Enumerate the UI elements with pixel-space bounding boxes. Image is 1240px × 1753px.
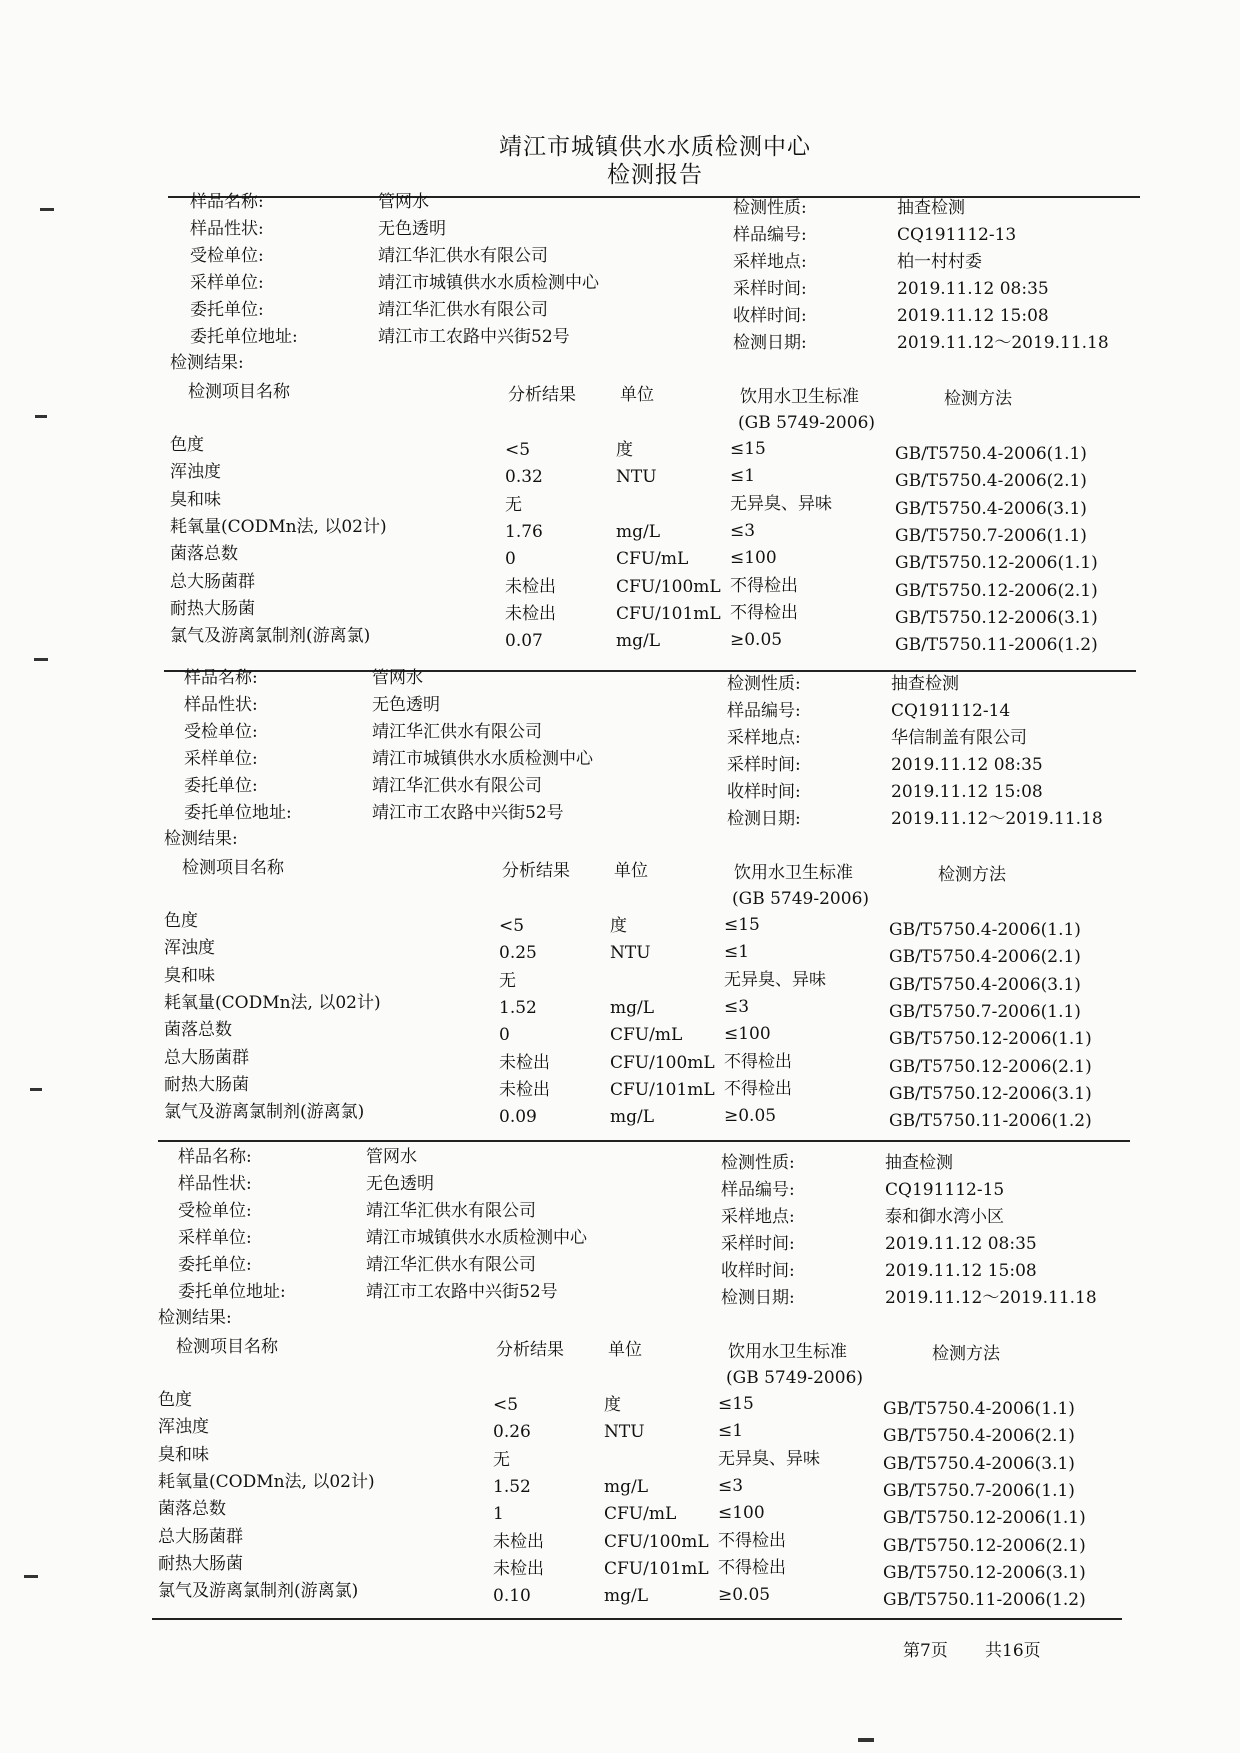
item-result: 0.07 bbox=[505, 631, 543, 652]
value-inspected-unit: 靖江华汇供水有限公司 bbox=[378, 246, 548, 266]
results-col-standard-header: 饮用水卫生标准 bbox=[734, 863, 853, 883]
item-method: GB/T5750.4-2006(1.1) bbox=[889, 920, 1081, 940]
value-sampling-unit: 靖江市城镇供水水质检测中心 bbox=[372, 749, 593, 769]
label-sample-traits: 样品性状: bbox=[184, 695, 258, 715]
label-client-address: 委托单位地址: bbox=[190, 327, 298, 347]
value-sampling-time: 2019.11.12 08:35 bbox=[897, 279, 1049, 299]
results-col-result-header: 分析结果 bbox=[496, 1340, 564, 1360]
item-limit: ≤1 bbox=[730, 466, 756, 487]
item-limit: ≥0.05 bbox=[730, 630, 783, 651]
item-name: 菌落总数 bbox=[158, 1499, 226, 1520]
item-limit: ≤1 bbox=[718, 1421, 744, 1442]
value-sampling-unit: 靖江市城镇供水水质检测中心 bbox=[366, 1228, 587, 1248]
label-receiving-time: 收样时间: bbox=[733, 306, 807, 326]
item-limit: ≤1 bbox=[724, 942, 750, 963]
results-heading: 检测结果: bbox=[170, 353, 244, 373]
item-unit: mg/L bbox=[610, 1107, 655, 1128]
item-method: GB/T5750.7-2006(1.1) bbox=[889, 1001, 1081, 1022]
item-method: GB/T5750.12-2006(1.1) bbox=[895, 553, 1098, 574]
label-sample-traits: 样品性状: bbox=[178, 1174, 252, 1194]
label-sampling-time: 采样时间: bbox=[727, 755, 801, 775]
item-method: GB/T5750.11-2006(1.2) bbox=[889, 1111, 1092, 1132]
label-client-unit: 委托单位: bbox=[178, 1255, 252, 1275]
label-client-address: 委托单位地址: bbox=[178, 1282, 286, 1302]
item-limit: ≥0.05 bbox=[718, 1585, 771, 1606]
item-unit: CFU/101mL bbox=[610, 1079, 715, 1100]
label-sampling-time: 采样时间: bbox=[721, 1234, 795, 1254]
item-limit: ≤100 bbox=[718, 1503, 765, 1524]
label-test-nature: 检测性质: bbox=[721, 1153, 795, 1173]
item-unit: mg/L bbox=[610, 997, 655, 1018]
scan-mark bbox=[858, 1738, 874, 1742]
item-result: 未检出 bbox=[493, 1558, 544, 1579]
item-result: 0 bbox=[499, 1025, 510, 1046]
item-result: 无 bbox=[505, 494, 522, 515]
item-limit: 不得检出 bbox=[718, 1530, 786, 1551]
value-sample-name: 管网水 bbox=[372, 668, 423, 688]
report-org-title: 靖江市城镇供水水质检测中心 bbox=[499, 134, 811, 160]
item-result: 1 bbox=[493, 1504, 504, 1525]
item-method: GB/T5750.4-2006(2.1) bbox=[889, 947, 1081, 968]
item-method: GB/T5750.4-2006(1.1) bbox=[895, 444, 1087, 464]
item-unit: CFU/100mL bbox=[604, 1531, 709, 1552]
item-method: GB/T5750.12-2006(3.1) bbox=[895, 607, 1098, 628]
item-unit: NTU bbox=[610, 943, 651, 964]
label-sampling-site: 采样地点: bbox=[727, 728, 801, 748]
item-result: <5 bbox=[499, 916, 525, 936]
results-col-item-header: 检测项目名称 bbox=[176, 1337, 278, 1357]
results-col-standard-code: (GB 5749-2006) bbox=[732, 889, 870, 909]
item-result: 1.52 bbox=[499, 997, 537, 1018]
value-client-address: 靖江市工农路中兴街52号 bbox=[378, 327, 570, 347]
results-heading: 检测结果: bbox=[158, 1308, 232, 1328]
item-limit: 无异臭、异味 bbox=[724, 969, 826, 990]
item-unit: mg/L bbox=[604, 1586, 649, 1607]
item-unit: 度 bbox=[616, 440, 633, 460]
results-heading: 检测结果: bbox=[164, 829, 238, 849]
item-method: GB/T5750.4-2006(2.1) bbox=[883, 1426, 1075, 1447]
item-unit: NTU bbox=[604, 1422, 645, 1443]
scan-mark bbox=[35, 415, 47, 418]
item-limit: ≤15 bbox=[724, 915, 760, 935]
value-sample-name: 管网水 bbox=[378, 192, 429, 212]
item-name: 氯气及游离氯制剂(游离氯) bbox=[158, 1581, 359, 1602]
item-limit: ≤15 bbox=[718, 1394, 754, 1414]
label-receiving-time: 收样时间: bbox=[727, 782, 801, 802]
item-result: 0.32 bbox=[505, 467, 543, 488]
sample-section bbox=[0, 476, 1103, 1132]
value-inspected-unit: 靖江华汇供水有限公司 bbox=[366, 1201, 536, 1221]
item-result: 无 bbox=[493, 1449, 510, 1470]
item-result: <5 bbox=[505, 440, 531, 460]
item-result: 未检出 bbox=[493, 1531, 544, 1552]
item-name: 氯气及游离氯制剂(游离氯) bbox=[170, 626, 371, 647]
value-sampling-site: 泰和御水湾小区 bbox=[885, 1207, 1004, 1227]
value-test-nature: 抽查检测 bbox=[891, 674, 959, 694]
value-sampling-time: 2019.11.12 08:35 bbox=[891, 755, 1043, 775]
item-name: 耗氧量(CODMn法, 以02计) bbox=[164, 992, 381, 1013]
value-sampling-time: 2019.11.12 08:35 bbox=[885, 1234, 1037, 1254]
item-name: 总大肠菌群 bbox=[170, 571, 255, 592]
value-sampling-site: 华信制盖有限公司 bbox=[891, 728, 1027, 748]
item-result: 0.09 bbox=[499, 1107, 537, 1128]
label-receiving-time: 收样时间: bbox=[721, 1261, 795, 1281]
item-limit: ≤100 bbox=[730, 548, 777, 569]
item-name: 浑浊度 bbox=[158, 1417, 209, 1438]
label-inspected-unit: 受检单位: bbox=[190, 246, 264, 266]
value-test-nature: 抽查检测 bbox=[885, 1153, 953, 1173]
results-col-unit-header: 单位 bbox=[614, 861, 648, 881]
value-sample-traits: 无色透明 bbox=[378, 219, 446, 239]
item-name: 臭和味 bbox=[170, 489, 221, 510]
item-result: 未检出 bbox=[505, 576, 556, 597]
item-unit: mg/L bbox=[616, 521, 661, 542]
value-sample-name: 管网水 bbox=[366, 1147, 417, 1167]
scan-mark bbox=[30, 1088, 42, 1091]
item-result: 未检出 bbox=[499, 1052, 550, 1073]
value-sample-traits: 无色透明 bbox=[372, 695, 440, 715]
label-sample-no: 样品编号: bbox=[733, 225, 807, 245]
item-method: GB/T5750.12-2006(3.1) bbox=[889, 1083, 1092, 1104]
label-client-unit: 委托单位: bbox=[190, 300, 264, 320]
item-result: 0 bbox=[505, 549, 516, 570]
label-sample-traits: 样品性状: bbox=[190, 219, 264, 239]
label-sampling-unit: 采样单位: bbox=[178, 1228, 252, 1248]
item-result: 未检出 bbox=[499, 1079, 550, 1100]
value-sample-no: CQ191112-15 bbox=[885, 1180, 1005, 1200]
item-limit: ≤3 bbox=[730, 520, 756, 541]
item-unit: 度 bbox=[610, 916, 627, 936]
item-limit: ≤3 bbox=[718, 1475, 744, 1496]
value-receiving-time: 2019.11.12 15:08 bbox=[897, 306, 1049, 326]
item-method: GB/T5750.12-2006(2.1) bbox=[883, 1535, 1086, 1556]
item-method: GB/T5750.4-2006(1.1) bbox=[883, 1399, 1075, 1419]
label-sample-no: 样品编号: bbox=[721, 1180, 795, 1200]
value-test-date: 2019.11.12～2019.11.18 bbox=[885, 1288, 1097, 1308]
item-name: 浑浊度 bbox=[170, 462, 221, 483]
label-test-date: 检测日期: bbox=[727, 809, 801, 829]
item-name: 浑浊度 bbox=[164, 938, 215, 959]
item-unit: CFU/mL bbox=[616, 549, 689, 570]
results-col-result-header: 分析结果 bbox=[508, 385, 576, 405]
item-name: 氯气及游离氯制剂(游离氯) bbox=[164, 1102, 365, 1123]
item-result: 0.25 bbox=[499, 943, 537, 964]
item-result: 未检出 bbox=[505, 603, 556, 624]
value-receiving-time: 2019.11.12 15:08 bbox=[891, 782, 1043, 802]
item-name: 耐热大肠菌 bbox=[170, 598, 255, 619]
item-name: 菌落总数 bbox=[170, 544, 238, 565]
item-result: 1.52 bbox=[493, 1476, 531, 1497]
label-sample-name: 样品名称: bbox=[178, 1147, 252, 1167]
item-name: 色度 bbox=[170, 435, 204, 455]
item-limit: ≥0.05 bbox=[724, 1106, 777, 1127]
value-test-date: 2019.11.12～2019.11.18 bbox=[897, 333, 1109, 353]
item-limit: 不得检出 bbox=[730, 602, 798, 623]
results-col-unit-header: 单位 bbox=[620, 385, 654, 405]
label-inspected-unit: 受检单位: bbox=[178, 1201, 252, 1221]
item-method: GB/T5750.7-2006(1.1) bbox=[895, 525, 1087, 546]
item-method: GB/T5750.4-2006(2.1) bbox=[895, 471, 1087, 492]
value-sample-no: CQ191112-14 bbox=[891, 701, 1011, 721]
value-receiving-time: 2019.11.12 15:08 bbox=[885, 1261, 1037, 1281]
item-name: 臭和味 bbox=[158, 1444, 209, 1465]
results-col-standard-code: (GB 5749-2006) bbox=[738, 413, 876, 433]
item-method: GB/T5750.12-2006(2.1) bbox=[895, 580, 1098, 601]
item-name: 色度 bbox=[164, 911, 198, 931]
label-sample-name: 样品名称: bbox=[184, 668, 258, 688]
results-col-unit-header: 单位 bbox=[608, 1340, 642, 1360]
item-name: 耐热大肠菌 bbox=[164, 1074, 249, 1095]
item-name: 耗氧量(CODMn法, 以02计) bbox=[170, 516, 387, 537]
report-title: 检测报告 bbox=[607, 162, 703, 188]
value-client-unit: 靖江华汇供水有限公司 bbox=[378, 300, 548, 320]
label-client-address: 委托单位地址: bbox=[184, 803, 292, 823]
item-method: GB/T5750.12-2006(1.1) bbox=[889, 1029, 1092, 1050]
value-test-date: 2019.11.12～2019.11.18 bbox=[891, 809, 1103, 829]
item-limit: 不得检出 bbox=[718, 1557, 786, 1578]
item-unit: mg/L bbox=[616, 631, 661, 652]
item-method: GB/T5750.11-2006(1.2) bbox=[895, 635, 1098, 656]
item-name: 耐热大肠菌 bbox=[158, 1553, 243, 1574]
label-client-unit: 委托单位: bbox=[184, 776, 258, 796]
value-sample-traits: 无色透明 bbox=[366, 1174, 434, 1194]
results-col-standard-code: (GB 5749-2006) bbox=[726, 1368, 864, 1388]
item-limit: 无异臭、异味 bbox=[730, 493, 832, 514]
results-col-result-header: 分析结果 bbox=[502, 861, 570, 881]
item-method: GB/T5750.4-2006(3.1) bbox=[883, 1453, 1075, 1474]
item-result: 1.76 bbox=[505, 521, 543, 542]
item-name: 色度 bbox=[158, 1390, 192, 1410]
item-name: 臭和味 bbox=[164, 965, 215, 986]
label-sampling-site: 采样地点: bbox=[733, 252, 807, 272]
results-col-method-header: 检测方法 bbox=[932, 1344, 1000, 1364]
item-unit: CFU/101mL bbox=[604, 1558, 709, 1579]
scan-mark bbox=[40, 208, 54, 211]
item-unit: NTU bbox=[616, 467, 657, 488]
value-client-unit: 靖江华汇供水有限公司 bbox=[372, 776, 542, 796]
results-col-method-header: 检测方法 bbox=[944, 389, 1012, 409]
scan-mark bbox=[34, 658, 48, 661]
page-number: 第7页 bbox=[903, 1641, 948, 1661]
item-unit: CFU/mL bbox=[610, 1025, 683, 1046]
item-method: GB/T5750.4-2006(3.1) bbox=[889, 974, 1081, 995]
item-limit: ≤3 bbox=[724, 996, 750, 1017]
item-name: 总大肠菌群 bbox=[164, 1047, 249, 1068]
results-col-item-header: 检测项目名称 bbox=[182, 858, 284, 878]
item-method: GB/T5750.7-2006(1.1) bbox=[883, 1480, 1075, 1501]
page-total: 共16页 bbox=[985, 1641, 1041, 1661]
label-test-nature: 检测性质: bbox=[727, 674, 801, 694]
item-result: 0.26 bbox=[493, 1422, 531, 1443]
item-unit: CFU/mL bbox=[604, 1504, 677, 1525]
item-name: 耗氧量(CODMn法, 以02计) bbox=[158, 1471, 375, 1492]
divider-bottom bbox=[152, 1618, 1122, 1620]
value-test-nature: 抽查检测 bbox=[897, 198, 965, 218]
item-method: GB/T5750.4-2006(3.1) bbox=[895, 498, 1087, 519]
label-sampling-site: 采样地点: bbox=[721, 1207, 795, 1227]
item-limit: ≤15 bbox=[730, 439, 766, 459]
value-client-address: 靖江市工农路中兴街52号 bbox=[366, 1282, 558, 1302]
item-name: 总大肠菌群 bbox=[158, 1526, 243, 1547]
item-result: 无 bbox=[499, 970, 516, 991]
item-unit: CFU/100mL bbox=[616, 576, 721, 597]
label-sampling-unit: 采样单位: bbox=[184, 749, 258, 769]
item-method: GB/T5750.11-2006(1.2) bbox=[883, 1590, 1086, 1611]
item-limit: 不得检出 bbox=[724, 1078, 792, 1099]
sample-section bbox=[0, 0, 1109, 656]
label-test-date: 检测日期: bbox=[721, 1288, 795, 1308]
item-result: <5 bbox=[493, 1395, 519, 1415]
scan-mark bbox=[24, 1575, 38, 1578]
item-unit: mg/L bbox=[604, 1476, 649, 1497]
label-test-nature: 检测性质: bbox=[733, 198, 807, 218]
results-col-standard-header: 饮用水卫生标准 bbox=[728, 1342, 847, 1362]
value-sampling-site: 柏一村村委 bbox=[897, 252, 982, 272]
value-inspected-unit: 靖江华汇供水有限公司 bbox=[372, 722, 542, 742]
label-sampling-time: 采样时间: bbox=[733, 279, 807, 299]
item-result: 0.10 bbox=[493, 1586, 531, 1607]
item-limit: 无异臭、异味 bbox=[718, 1448, 820, 1469]
label-sampling-unit: 采样单位: bbox=[190, 273, 264, 293]
value-sample-no: CQ191112-13 bbox=[897, 225, 1017, 245]
item-limit: 不得检出 bbox=[724, 1051, 792, 1072]
results-col-method-header: 检测方法 bbox=[938, 865, 1006, 885]
item-name: 菌落总数 bbox=[164, 1020, 232, 1041]
item-unit: CFU/101mL bbox=[616, 603, 721, 624]
results-col-item-header: 检测项目名称 bbox=[188, 382, 290, 402]
label-sample-name: 样品名称: bbox=[190, 192, 264, 212]
sample-section bbox=[0, 955, 1097, 1611]
item-method: GB/T5750.12-2006(1.1) bbox=[883, 1508, 1086, 1529]
item-unit: 度 bbox=[604, 1395, 621, 1415]
item-limit: 不得检出 bbox=[730, 575, 798, 596]
value-sampling-unit: 靖江市城镇供水水质检测中心 bbox=[378, 273, 599, 293]
value-client-unit: 靖江华汇供水有限公司 bbox=[366, 1255, 536, 1275]
item-method: GB/T5750.12-2006(2.1) bbox=[889, 1056, 1092, 1077]
label-test-date: 检测日期: bbox=[733, 333, 807, 353]
label-sample-no: 样品编号: bbox=[727, 701, 801, 721]
item-unit: CFU/100mL bbox=[610, 1052, 715, 1073]
value-client-address: 靖江市工农路中兴街52号 bbox=[372, 803, 564, 823]
results-col-standard-header: 饮用水卫生标准 bbox=[740, 387, 859, 407]
item-limit: ≤100 bbox=[724, 1024, 771, 1045]
label-inspected-unit: 受检单位: bbox=[184, 722, 258, 742]
item-method: GB/T5750.12-2006(3.1) bbox=[883, 1562, 1086, 1583]
